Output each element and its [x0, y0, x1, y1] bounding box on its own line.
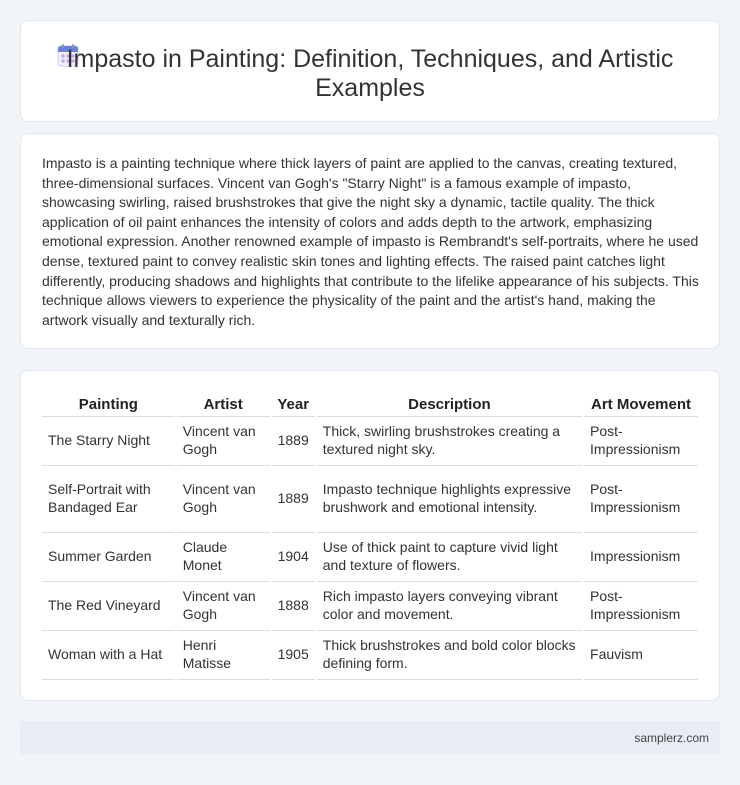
year-cell: 1905 — [271, 630, 316, 679]
artist-cell: Vincent van Gogh — [176, 465, 271, 532]
column-header-artist: Artist — [176, 392, 271, 416]
painting-cell: Woman with a Hat — [42, 630, 176, 679]
table-row — [42, 465, 698, 532]
paintings-table — [42, 392, 698, 680]
description-cell: Thick, swirling brushstrokes creating a textured night sky. — [316, 416, 583, 465]
artist-cell: Vincent van Gogh — [176, 581, 271, 630]
description-cell: Rich impasto layers conveying vibrant color and movement. — [316, 581, 583, 630]
table-row — [42, 532, 698, 581]
year-cell: 1889 — [271, 416, 316, 465]
page-title: Impasto in Painting: Definition, Techniques, and Artistic Examples — [66, 45, 674, 102]
intro-paragraph: Impasto is a painting technique where thick layers of paint are applied to the canvas, creating textured, three-dimensional surfaces. Vincent van Gogh's "Starry Night" is a famous example of impasto, showcasing swirling, raised brushstrokes that give the night sky a dynamic, tactile quality. The thick application of oil paint enhances the intensity of colors and adds depth to the artwork, emphasizing emotional expression. Another renowned example of impasto is Rembrandt's self-portraits, where he used dense, textured paint to convey realistic skin tones and lighting effects. The raised paint catches light differently, producing shadows and highlights that contribute to the lifelike appearance of his subjects. This technique allows viewers to experience the physicality of the paint and the artist's hand, making the artwork visually and texturally rich. — [42, 155, 699, 328]
column-header-painting: Painting — [42, 392, 176, 416]
year-cell: 1888 — [271, 581, 316, 630]
table-header-row — [42, 392, 698, 416]
table-row — [42, 416, 698, 465]
movement-cell: Post-Impressionism — [583, 416, 698, 465]
year-cell: 1889 — [271, 465, 316, 532]
footer-site-link[interactable]: samplerz.com — [634, 731, 709, 745]
artist-cell: Henri Matisse — [176, 630, 271, 679]
table-row — [42, 581, 698, 630]
table-row — [42, 630, 698, 679]
column-header-description: Description — [316, 392, 583, 416]
description-cell: Impasto technique highlights expressive brushwork and emotional intensity. — [316, 465, 583, 532]
intro-card — [20, 133, 720, 349]
column-header-art-movement: Art Movement — [583, 392, 698, 416]
footer — [20, 721, 720, 754]
movement-cell: Post-Impressionism — [583, 581, 698, 630]
column-header-year: Year — [271, 392, 316, 416]
movement-cell: Impressionism — [583, 532, 698, 581]
painting-cell: The Red Vineyard — [42, 581, 176, 630]
movement-cell: Fauvism — [583, 630, 698, 679]
table-card — [20, 370, 720, 701]
painting-cell: The Starry Night — [42, 416, 176, 465]
year-cell: 1904 — [271, 532, 316, 581]
painting-cell: Self-Portrait with Bandaged Ear — [42, 465, 176, 532]
painting-cell: Summer Garden — [42, 532, 176, 581]
description-cell: Use of thick paint to capture vivid light and texture of flowers. — [316, 532, 583, 581]
title-card — [20, 20, 720, 122]
movement-cell: Post-Impressionism — [583, 465, 698, 532]
description-cell: Thick brushstrokes and bold color blocks defining form. — [316, 630, 583, 679]
artist-cell: Claude Monet — [176, 532, 271, 581]
artist-cell: Vincent van Gogh — [176, 416, 271, 465]
